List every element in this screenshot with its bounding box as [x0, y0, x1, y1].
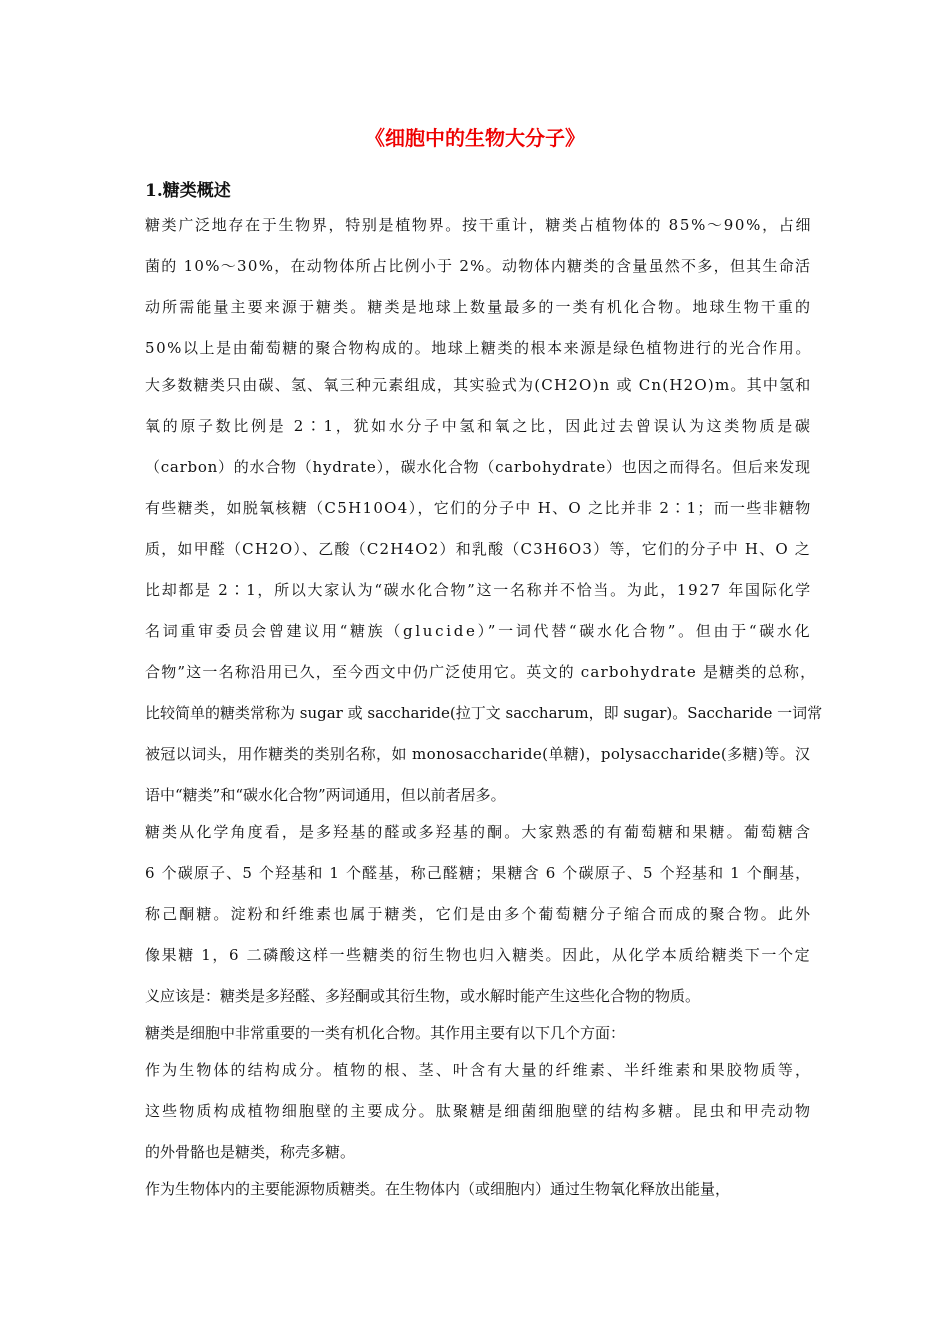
text-line: 动所需能量主要来源于糖类。糖类是地球上数量最多的一类有机化合物。地球生物干重的: [145, 298, 813, 316]
text-line: 6 个碳原子、5 个羟基和 1 个醛基，称己醛糖；果糖含 6 个碳原子、5 个羟基和 1 个酮基，: [145, 864, 812, 882]
text-line: 比却都是 2∶1，所以大家认为“碳水化合物”这一名称并不恰当。为此，1927 年国际化学: [145, 581, 812, 599]
text-line: 像果糖 1，6 二磷酸这样一些糖类的衍生物也归入糖类。因此，从化学本质给糖类下一个定: [145, 946, 812, 964]
text-line: 氧的原子数比例是 2∶1，犹如水分子中氢和氧之比，因此过去曾误认为这类物质是碳: [145, 417, 813, 435]
text-line: 50%以上是由葡萄糖的聚合物构成的。地球上糖类的根本来源是绿色植物进行的光合作用。: [145, 339, 812, 357]
text-line: 义应该是：糖类是多羟醛、多羟酮或其衍生物，或水解时能产生这些化合物的物质。: [145, 987, 701, 1005]
text-line: 质，如甲醛（CH2O）、乙酸（C2H4O2）和乳酸（C3H6O3）等，它们的分子中 H、O 之: [145, 540, 811, 558]
text-line: 的外骨骼也是糖类，称壳多糖。: [145, 1143, 356, 1161]
text-line: 比较简单的糖类常称为 sugar 或 saccharide(拉丁文 saccharum，即 sugar)。Saccharide 一词常: [145, 704, 823, 722]
text-line: 菌的 10%～30%，在动物体所占比例小于 2%。动物体内糖类的含量虽然不多，但其生命活: [145, 257, 812, 275]
text-line: 糖类从化学角度看，是多羟基的醛或多羟基的酮。大家熟悉的有葡萄糖和果糖。葡萄糖含: [145, 823, 813, 841]
text-line: 作为生物体的结构成分。植物的根、茎、叶含有大量的纤维素、半纤维素和果胶物质等，: [145, 1061, 813, 1079]
text-line: 大多数糖类只由碳、氢、氧三种元素组成，其实验式为(CH2O)n 或 Cn(H2O)m。其中氢和: [145, 376, 812, 394]
text-line: 这些物质构成植物细胞壁的主要成分。肽聚糖是细菌细胞壁的结构多糖。昆虫和甲壳动物: [145, 1102, 813, 1120]
text-line: 称己酮糖。淀粉和纤维素也属于糖类，它们是由多个葡萄糖分子缩合而成的聚合物。此外: [145, 905, 813, 923]
text-line: 名词重审委员会曾建议用“糖族（glucide）”一词代替“碳水化合物”。但由于“碳水化: [145, 622, 813, 640]
text-line: 语中“糖类”和“碳水化合物”两词通用，但以前者居多。: [145, 786, 506, 804]
text-line: 被冠以词头，用作糖类的类别名称，如 monosaccharide(单糖)，polysaccharide(多糖)等。汉: [145, 745, 811, 763]
text-line: 作为生物体内的主要能源物质糖类。在生物体内（或细胞内）通过生物氧化释放出能量，: [145, 1180, 731, 1198]
text-line: 有些糖类，如脱氧核糖（C5H10O4），它们的分子中 H、O 之比并非 2∶1；而一些非糖物: [145, 499, 812, 517]
text-line: 糖类广泛地存在于生物界，特别是植物界。按干重计，糖类占植物体的 85%～90%，占细: [145, 216, 813, 234]
section-heading: 1.糖类概述: [145, 181, 231, 201]
text-line: 合物”这一名称沿用已久，至今西文中仍广泛使用它。英文的 carbohydrate 是糖类的总称，: [145, 663, 817, 681]
text-line: （carbon）的水合物（hydrate），碳水化合物（carbohydrate）也因之而得名。但后来发现: [145, 458, 811, 476]
document-title: 《细胞中的生物大分子》: [365, 126, 585, 150]
text-line: 糖类是细胞中非常重要的一类有机化合物。其作用主要有以下几个方面：: [145, 1024, 626, 1042]
